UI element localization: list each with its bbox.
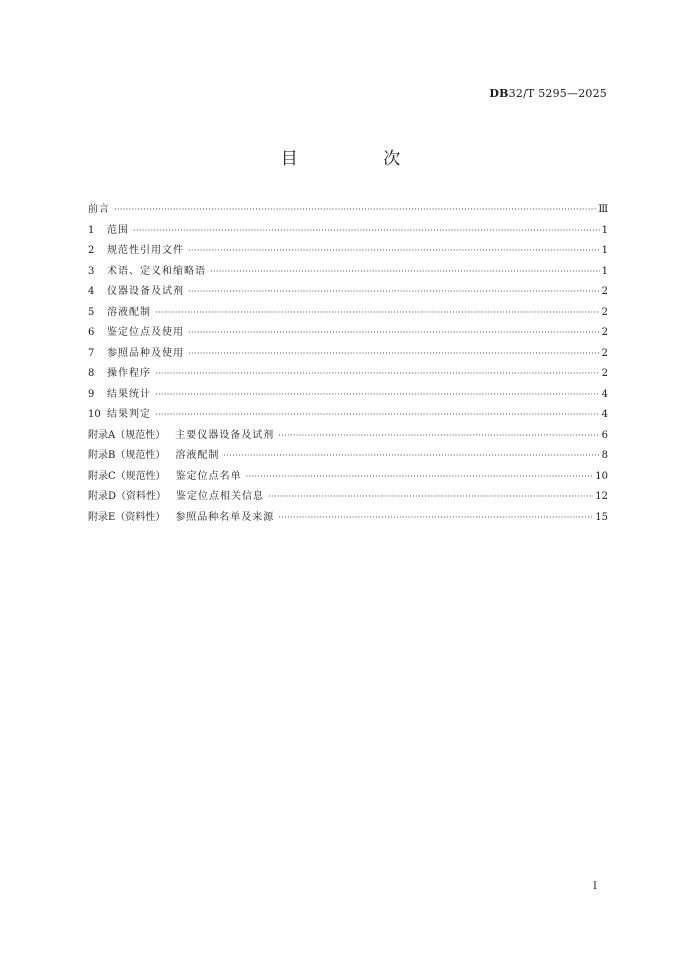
toc-entry-annex: 附录D（资料性） bbox=[88, 491, 167, 502]
toc-entry-label: 鉴定位点相关信息 bbox=[176, 491, 265, 502]
toc-entry-number: 9 bbox=[88, 388, 95, 400]
toc-entry-page: 6 bbox=[601, 429, 608, 441]
toc-entry-label: 主要仪器设备及试剂 bbox=[175, 429, 275, 441]
toc-entry-page: 1 bbox=[601, 224, 608, 236]
toc-entry-page: 12 bbox=[595, 491, 608, 502]
toc-entry-label: 鉴定位点名单 bbox=[175, 470, 242, 482]
toc-entry-page: 4 bbox=[601, 409, 608, 420]
toc-entry-page: 2 bbox=[601, 327, 608, 338]
toc-entry-annex: 附录A（规范性） bbox=[88, 429, 166, 441]
toc-entry-annex: 附录C（规范性） bbox=[88, 470, 166, 482]
toc-dot-leader bbox=[188, 323, 600, 344]
toc-entry-label: 操作程序 bbox=[107, 368, 151, 379]
toc-entry-label: 范围 bbox=[107, 224, 129, 236]
toc-entry-label: 结果判定 bbox=[107, 409, 151, 420]
toc-entry-annex: 附录E（资料性） bbox=[88, 511, 166, 523]
toc-entry-number: 3 bbox=[88, 265, 95, 277]
page-title: 目 次 bbox=[280, 149, 441, 169]
toc-dot-leader bbox=[155, 364, 600, 385]
toc-entry-label: 鉴定位点及使用 bbox=[107, 327, 184, 338]
toc-entry-label: 参照品种名单及来源 bbox=[175, 511, 275, 523]
toc-entry[interactable] bbox=[88, 262, 608, 283]
toc-entry-number: 10 bbox=[88, 409, 101, 420]
toc-dot-leader bbox=[188, 241, 600, 262]
toc-entry[interactable] bbox=[88, 426, 608, 447]
toc-dot-leader bbox=[114, 200, 596, 221]
toc-entry-label: 规范性引用文件 bbox=[107, 245, 184, 256]
toc-dot-leader bbox=[246, 467, 594, 488]
toc-entry[interactable] bbox=[88, 303, 608, 324]
toc-entry-label: 溶液配制 bbox=[175, 450, 220, 461]
toc-entry-annex: 附录B（规范性） bbox=[88, 450, 166, 461]
document-code-prefix: DB bbox=[489, 87, 509, 100]
toc-entry-label: 结果统计 bbox=[107, 388, 151, 400]
toc-dot-leader bbox=[155, 405, 600, 426]
toc-entry-label: 溶液配制 bbox=[107, 306, 151, 318]
toc-entry[interactable] bbox=[88, 241, 608, 262]
toc-entry-number: 6 bbox=[88, 327, 95, 338]
toc-entry-page: 2 bbox=[601, 306, 608, 318]
table-of-contents bbox=[88, 200, 608, 528]
toc-entry[interactable] bbox=[88, 487, 608, 508]
toc-dot-leader bbox=[278, 426, 599, 447]
toc-entry-number: 5 bbox=[88, 306, 95, 318]
toc-entry-page: 2 bbox=[601, 347, 608, 359]
toc-entry[interactable] bbox=[88, 446, 608, 467]
toc-entry-number: 4 bbox=[88, 286, 95, 297]
toc-entry-number: 8 bbox=[88, 368, 95, 379]
toc-entry-page: 4 bbox=[601, 388, 608, 400]
document-code bbox=[489, 87, 607, 100]
toc-entry[interactable] bbox=[88, 467, 608, 488]
toc-dot-leader bbox=[155, 303, 600, 324]
toc-entry-number: 1 bbox=[88, 224, 95, 236]
toc-entry[interactable] bbox=[88, 405, 608, 426]
toc-entry-page: 8 bbox=[601, 450, 608, 461]
toc-entry-page: 2 bbox=[601, 368, 608, 379]
toc-entry[interactable] bbox=[88, 282, 608, 303]
toc-entry-page: 10 bbox=[595, 470, 608, 482]
toc-entry[interactable] bbox=[88, 221, 608, 242]
toc-dot-leader bbox=[188, 282, 600, 303]
toc-dot-leader bbox=[268, 487, 593, 508]
toc-entry[interactable] bbox=[88, 200, 608, 221]
toc-dot-leader bbox=[278, 508, 593, 529]
toc-entry-page: Ⅲ bbox=[598, 204, 608, 215]
toc-entry[interactable] bbox=[88, 508, 608, 529]
toc-entry[interactable] bbox=[88, 323, 608, 344]
toc-entry-number: 2 bbox=[88, 245, 95, 256]
toc-dot-leader bbox=[188, 344, 600, 365]
toc-entry-page: 1 bbox=[601, 245, 608, 256]
toc-entry-number: 7 bbox=[88, 347, 95, 359]
toc-entry[interactable] bbox=[88, 385, 608, 406]
page-number: Ⅰ bbox=[593, 881, 597, 892]
toc-entry-label: 术语、定义和缩略语 bbox=[107, 265, 206, 277]
toc-entry-page: 1 bbox=[601, 265, 608, 277]
toc-dot-leader bbox=[223, 446, 599, 467]
toc-entry-label: 前言 bbox=[88, 204, 110, 215]
toc-dot-leader bbox=[210, 262, 600, 283]
toc-dot-leader bbox=[133, 221, 600, 242]
document-code-number: 32/T 5295—2025 bbox=[508, 87, 607, 100]
toc-entry-page: 15 bbox=[595, 511, 608, 523]
toc-entry-page: 2 bbox=[601, 286, 608, 297]
toc-entry-label: 参照品种及使用 bbox=[107, 347, 184, 359]
toc-dot-leader bbox=[155, 385, 600, 406]
toc-entry-label: 仪器设备及试剂 bbox=[107, 286, 184, 297]
toc-entry[interactable] bbox=[88, 364, 608, 385]
toc-entry[interactable] bbox=[88, 344, 608, 365]
